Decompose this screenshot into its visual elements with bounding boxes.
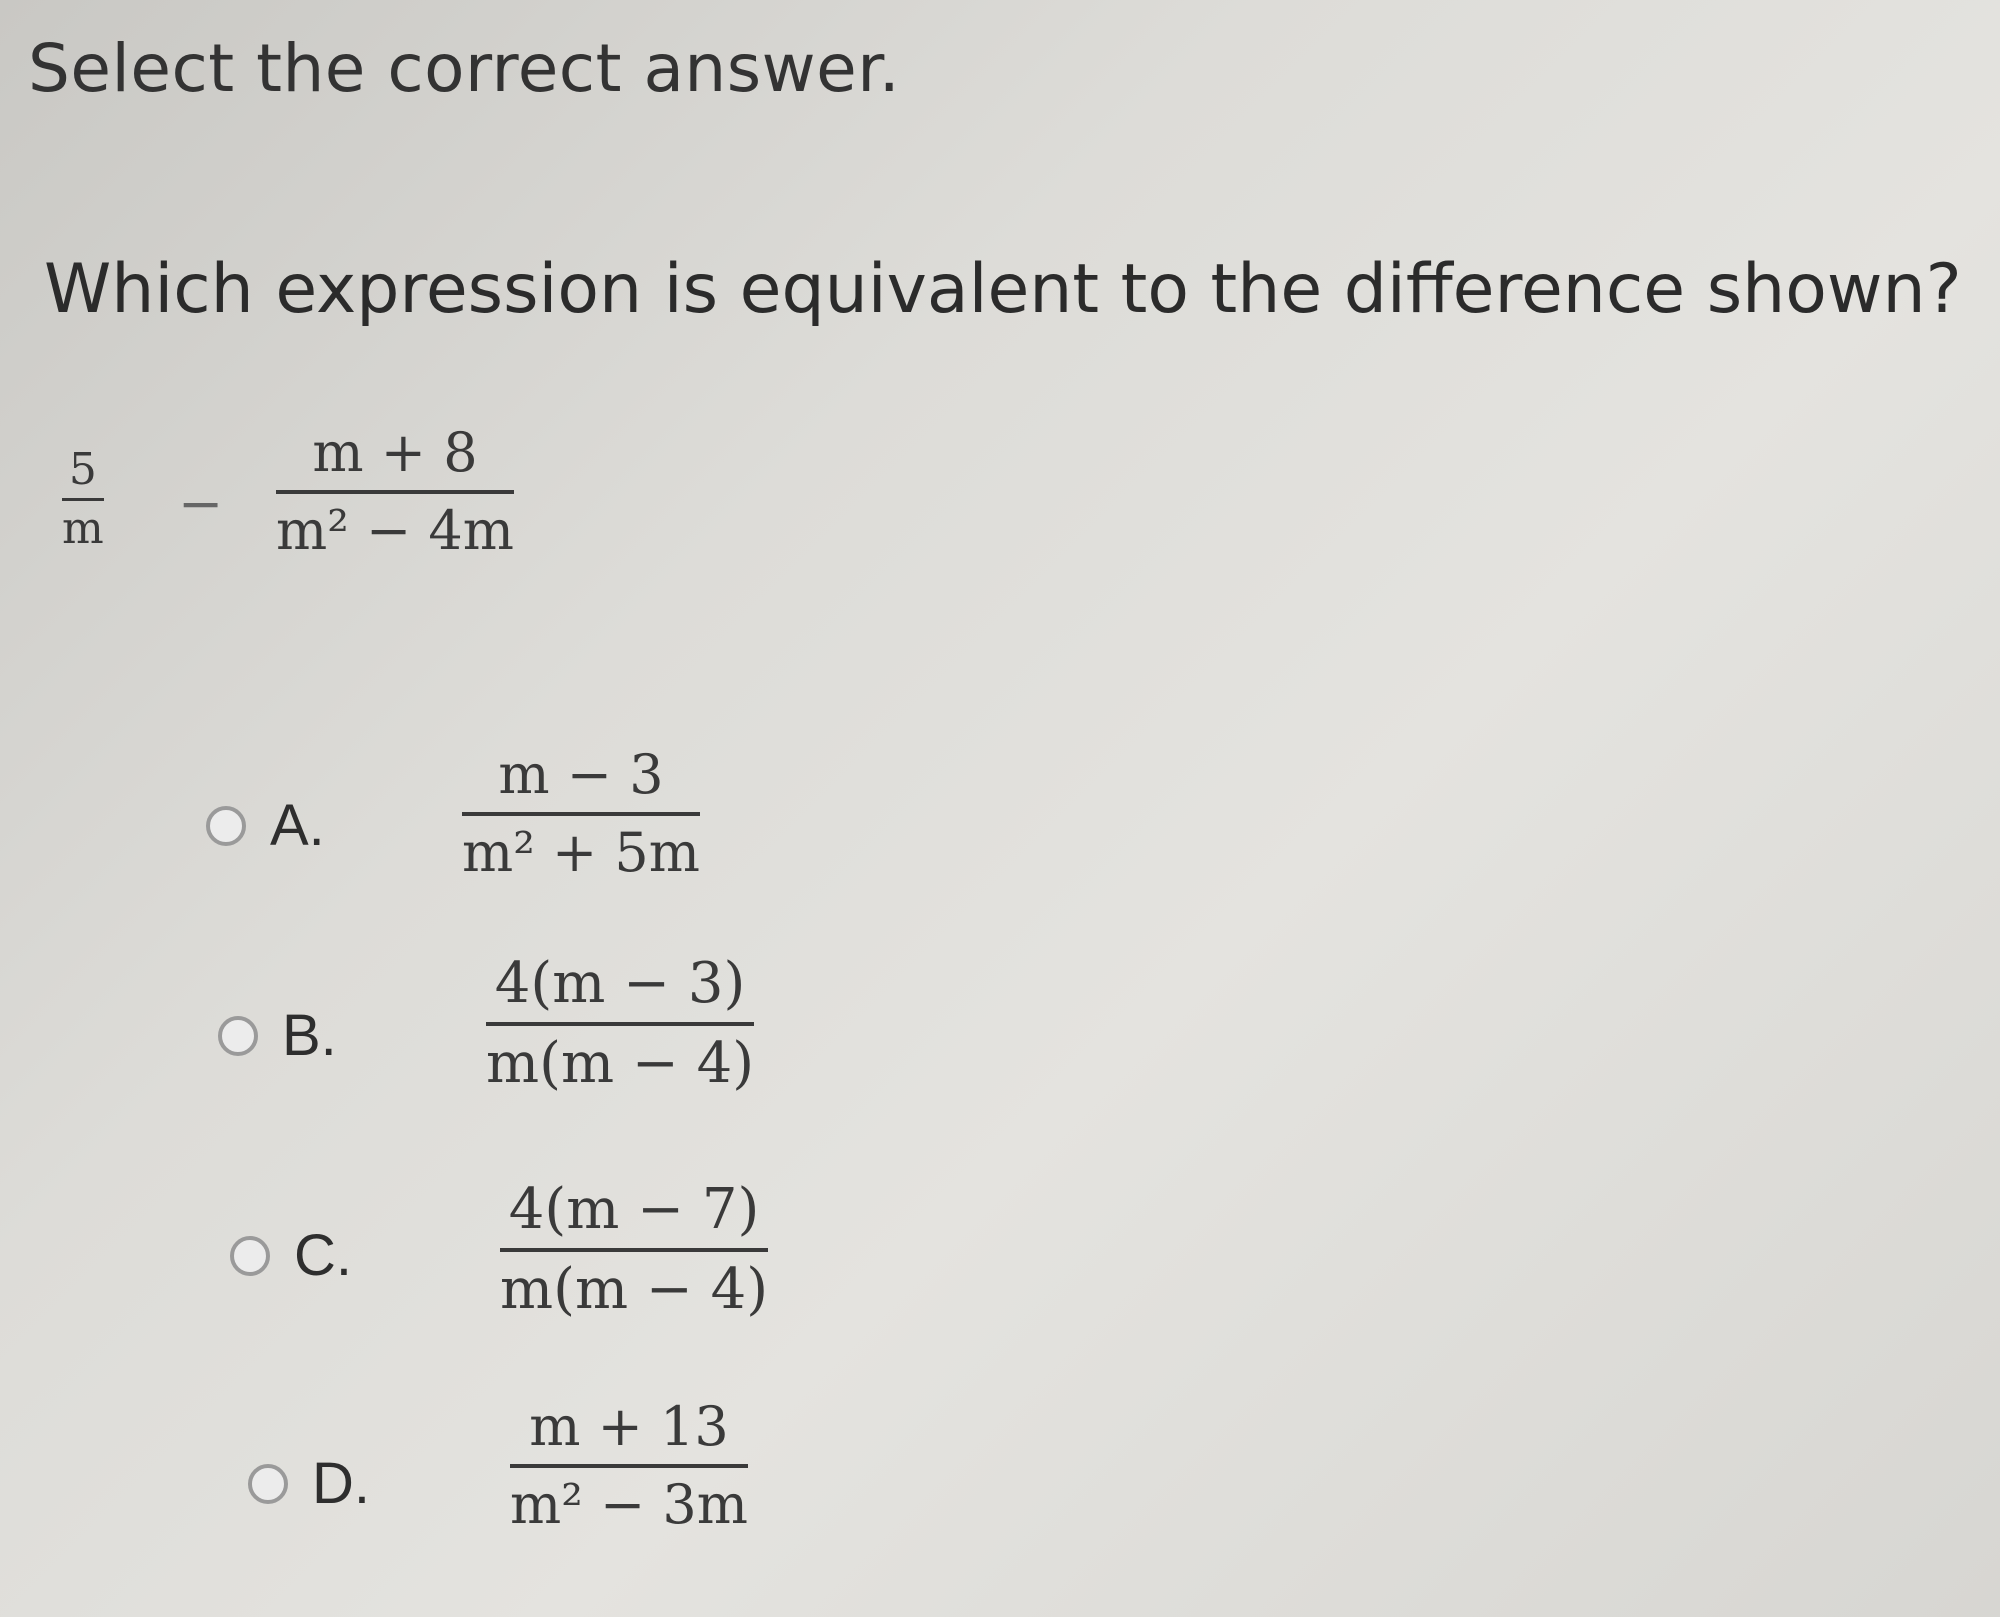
choice-b-numerator: 4(m − 3) — [494, 951, 746, 1016]
radio-button-a[interactable] — [206, 806, 246, 846]
choice-d[interactable] — [248, 1450, 370, 1517]
fraction-bar — [500, 1248, 768, 1252]
choice-b-fraction — [486, 951, 755, 1096]
fraction-bar — [486, 1022, 754, 1026]
fraction-bar — [510, 1464, 748, 1468]
instruction-text: Select the correct answer. — [28, 30, 901, 107]
choice-a[interactable] — [206, 792, 325, 859]
radio-button-b[interactable] — [218, 1016, 258, 1056]
choice-letter-a: A. — [270, 793, 325, 858]
question-text: Which expression is equivalent to the difference shown? — [44, 250, 1962, 329]
fraction-bar — [462, 812, 700, 816]
expression-right-fraction — [276, 421, 514, 562]
choice-d-fraction — [510, 1395, 748, 1536]
fraction-bar — [276, 490, 514, 494]
choice-letter-b: B. — [282, 1003, 337, 1068]
choice-d-denominator: m² − 3m — [510, 1473, 748, 1536]
choice-b[interactable] — [218, 1002, 337, 1069]
choice-letter-d: D. — [312, 1451, 370, 1516]
choice-c-fraction — [500, 1177, 769, 1322]
choice-c-numerator: 4(m − 7) — [508, 1177, 760, 1242]
choice-letter-c: C. — [294, 1223, 352, 1288]
choice-c[interactable] — [230, 1222, 352, 1289]
right-numerator: m + 8 — [312, 421, 478, 484]
expression-left-fraction — [62, 444, 104, 554]
choice-b-denominator: m(m − 4) — [486, 1031, 755, 1096]
choice-a-fraction — [462, 743, 700, 884]
choice-d-numerator: m + 13 — [529, 1395, 729, 1458]
radio-button-d[interactable] — [248, 1464, 288, 1504]
choice-a-numerator: m − 3 — [498, 743, 664, 806]
choice-c-denominator: m(m − 4) — [500, 1257, 769, 1322]
expression-operator: − — [178, 472, 224, 535]
left-numerator: 5 — [68, 444, 97, 495]
choice-a-denominator: m² + 5m — [462, 821, 700, 884]
left-denominator: m — [62, 503, 104, 554]
right-denominator: m² − 4m — [276, 499, 514, 562]
radio-button-c[interactable] — [230, 1236, 270, 1276]
fraction-bar — [62, 498, 104, 501]
